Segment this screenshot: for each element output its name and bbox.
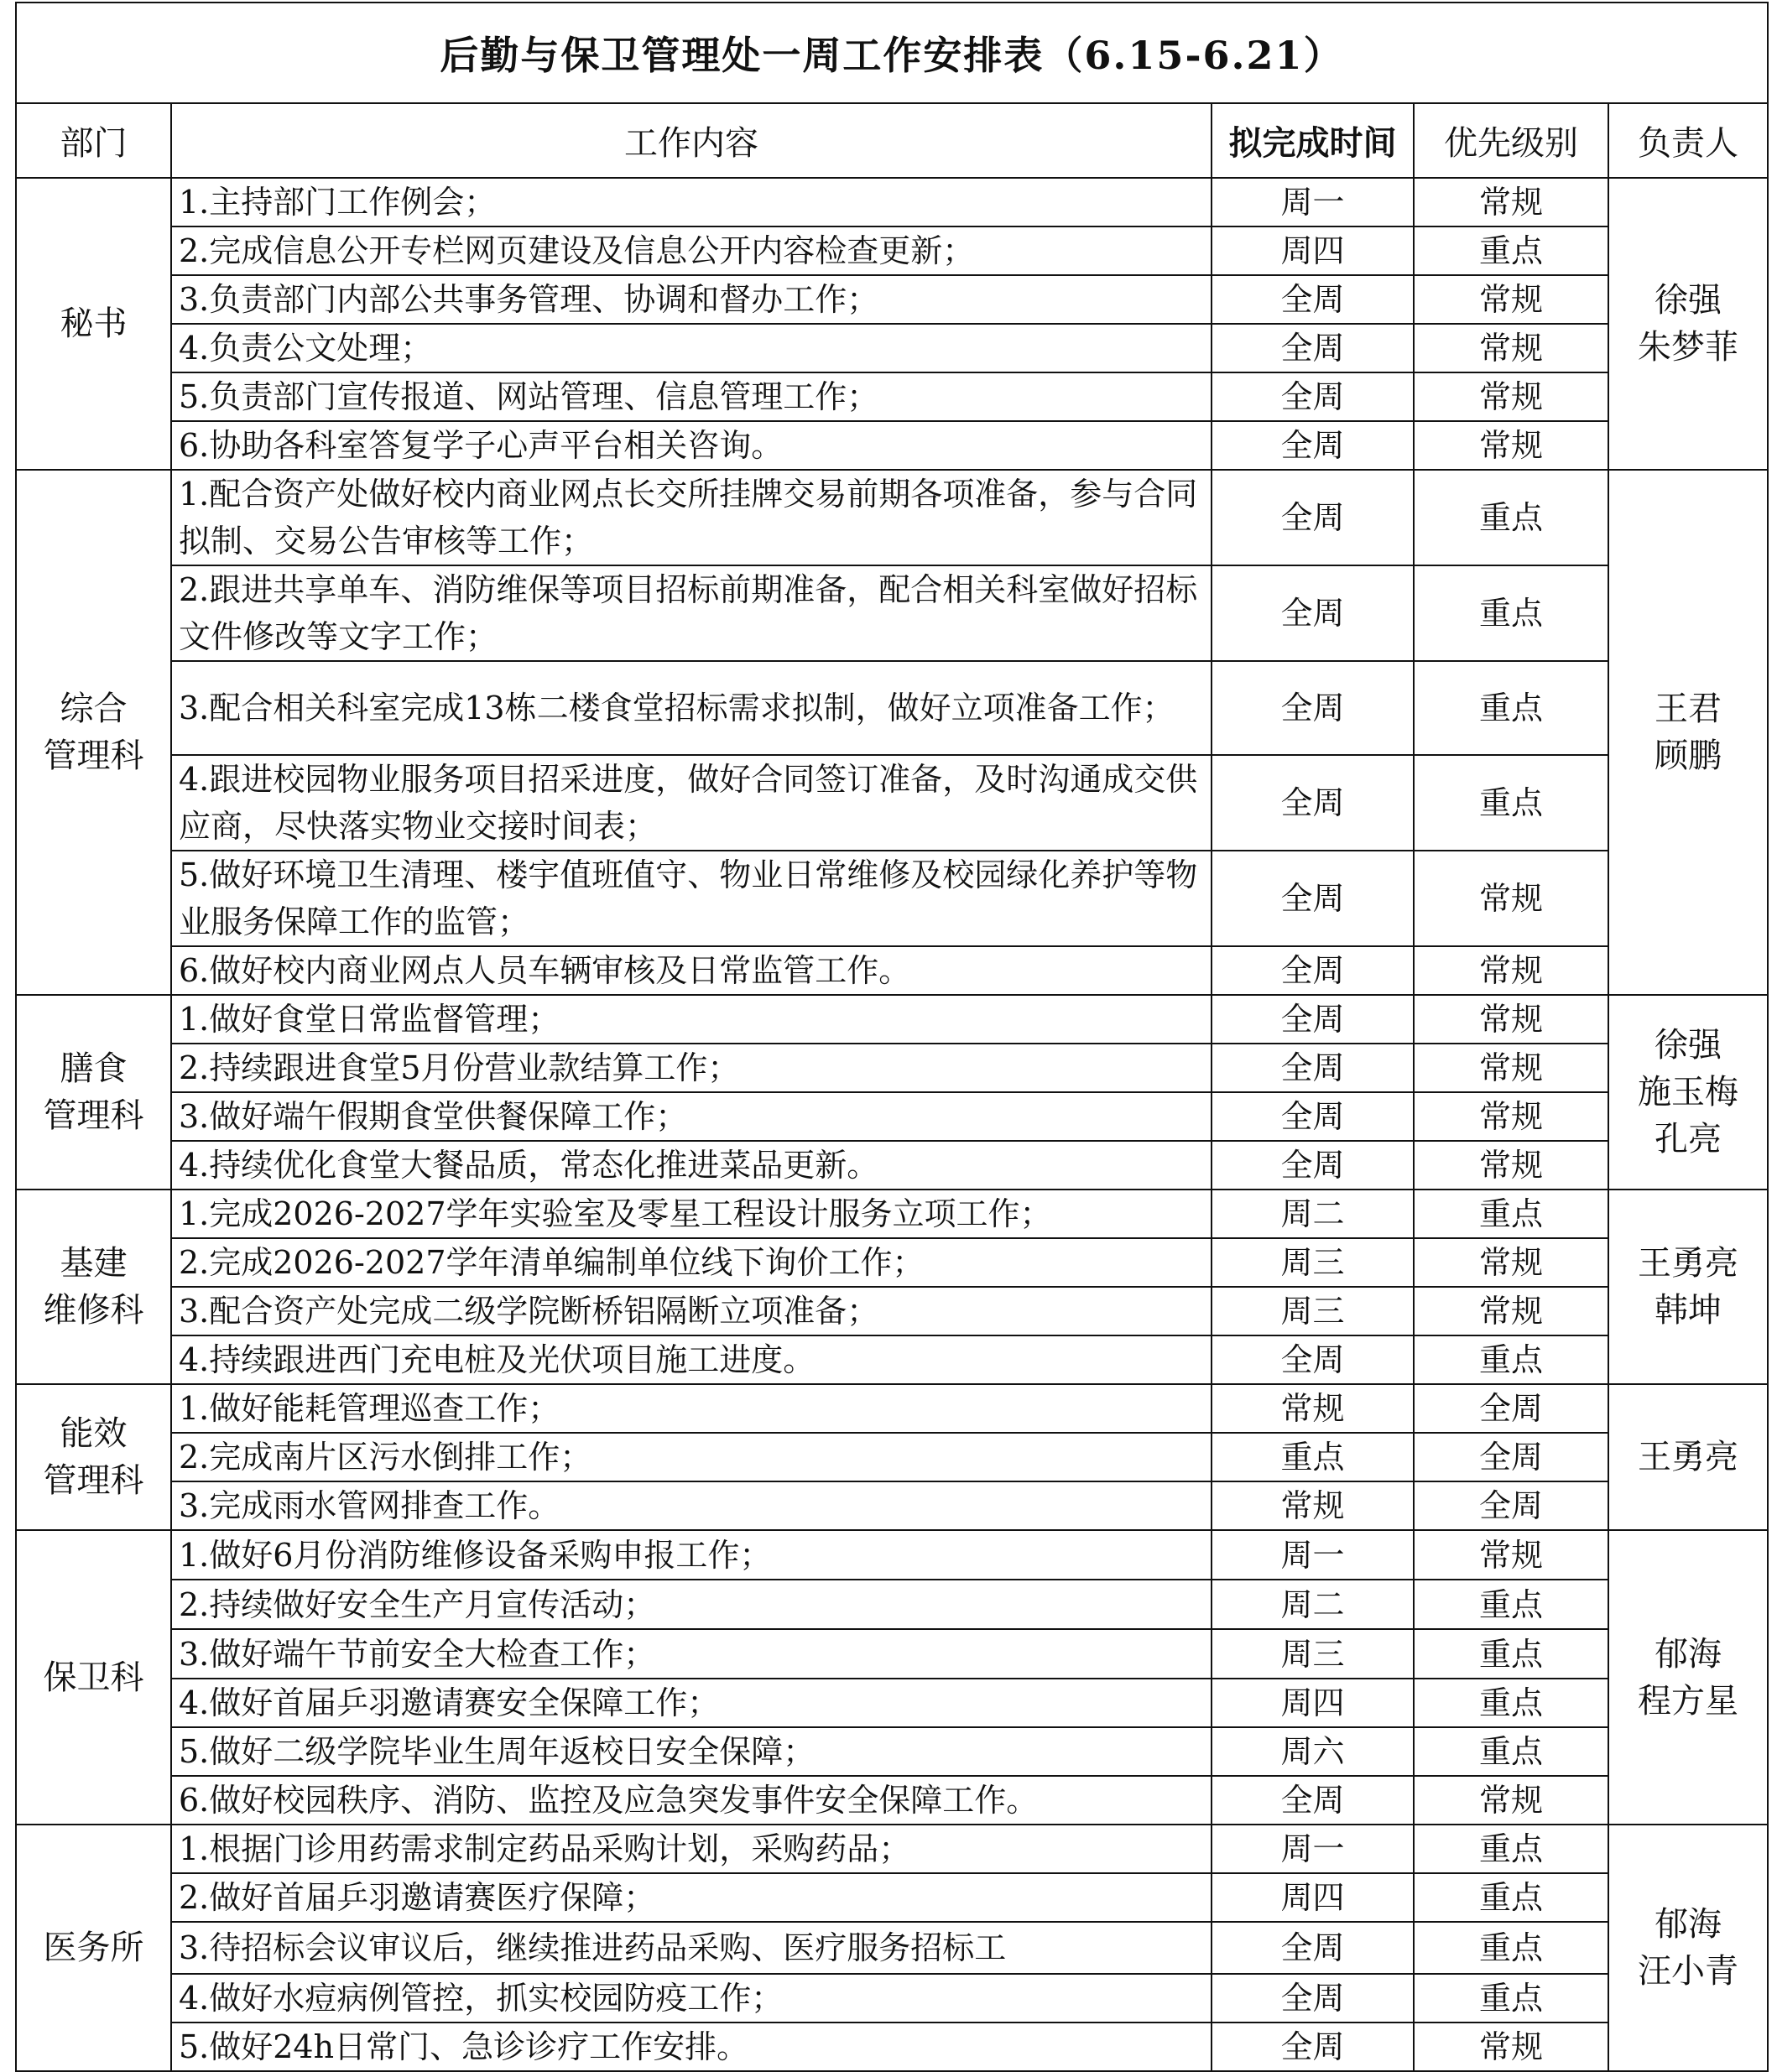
table-row (16, 565, 1768, 661)
owner-cell (1608, 1384, 1768, 1530)
task-content-cell: 1.做好能耗管理巡查工作； (171, 1384, 1212, 1433)
department-name-line: 膳食 (60, 1049, 128, 1088)
deadline-cell: 全周 (1212, 324, 1414, 372)
table-row (16, 1141, 1768, 1190)
table-row (16, 1530, 1768, 1580)
department-name-line: 医务所 (43, 1929, 144, 1967)
department-cell (16, 1530, 171, 1825)
deadline-cell: 全周 (1212, 1092, 1414, 1141)
deadline-cell: 全周 (1212, 1776, 1414, 1825)
deadline-cell: 周四 (1212, 1873, 1414, 1922)
deadline-cell: 周三 (1212, 1629, 1414, 1679)
owner-name: 韩坤 (1655, 1291, 1722, 1330)
task-content-cell: 4.跟进校园物业服务项目招采进度，做好合同签订准备，及时沟通成交供应商，尽快落实物业交接时间表； (171, 755, 1212, 851)
task-content-cell: 3.做好端午节前安全大检查工作； (171, 1629, 1212, 1679)
department-cell (16, 1825, 171, 2071)
department-name-line: 保卫科 (43, 1658, 144, 1697)
priority-cell: 常规 (1414, 178, 1608, 226)
owner-name: 王勇亮 (1638, 1438, 1738, 1476)
task-content-cell: 4.持续跟进西门充电桩及光伏项目施工进度。 (171, 1335, 1212, 1384)
task-content-cell: 1.根据门诊用药需求制定药品采购计划，采购药品； (171, 1825, 1212, 1873)
task-content-cell: 2.持续做好安全生产月宣传活动； (171, 1580, 1212, 1629)
header-row (16, 103, 1768, 178)
deadline-cell: 全周 (1212, 1922, 1414, 1974)
priority-cell: 常规 (1414, 372, 1608, 421)
deadline-cell: 周三 (1212, 1287, 1414, 1335)
priority-cell: 常规 (1414, 1238, 1608, 1287)
priority-cell: 重点 (1414, 226, 1608, 275)
priority-cell: 常规 (1414, 851, 1608, 946)
task-content-cell: 3.待招标会议审议后，继续推进药品采购、医疗服务招标工 (171, 1922, 1212, 1974)
priority-cell: 全周 (1414, 1384, 1608, 1433)
deadline-cell: 周四 (1212, 1679, 1414, 1727)
table-row (16, 372, 1768, 421)
owner-name: 徐强 (1655, 281, 1722, 320)
deadline-cell: 全周 (1212, 372, 1414, 421)
owner-cell (1608, 178, 1768, 470)
priority-cell: 重点 (1414, 1825, 1608, 1873)
owner-cell (1608, 1530, 1768, 1825)
table-row (16, 324, 1768, 372)
department-cell (16, 995, 171, 1190)
deadline-cell: 全周 (1212, 946, 1414, 995)
deadline-cell: 全周 (1212, 275, 1414, 324)
title-row (16, 3, 1768, 103)
department-name-line: 综合 (60, 690, 128, 728)
deadline-cell: 周一 (1212, 178, 1414, 226)
priority-cell: 重点 (1414, 1922, 1608, 1974)
table-row (16, 755, 1768, 851)
task-content-cell: 4.负责公文处理； (171, 324, 1212, 372)
task-content-cell: 2.完成2026-2027学年清单编制单位线下询价工作； (171, 1238, 1212, 1287)
deadline-cell: 全周 (1212, 1335, 1414, 1384)
priority-cell: 重点 (1414, 1727, 1608, 1776)
table-row (16, 1238, 1768, 1287)
deadline-cell: 全周 (1212, 470, 1414, 565)
deadline-cell: 全周 (1212, 851, 1414, 946)
priority-cell: 重点 (1414, 1335, 1608, 1384)
header-content: 工作内容 (171, 103, 1212, 178)
table-row (16, 1287, 1768, 1335)
table-row (16, 1974, 1768, 2023)
deadline-cell: 周一 (1212, 1825, 1414, 1873)
deadline-cell: 全周 (1212, 661, 1414, 755)
priority-cell: 重点 (1414, 565, 1608, 661)
header-department: 部门 (16, 103, 171, 178)
table-row (16, 946, 1768, 995)
task-content-cell: 4.持续优化食堂大餐品质，常态化推进菜品更新。 (171, 1141, 1212, 1190)
priority-cell: 重点 (1414, 1873, 1608, 1922)
deadline-cell: 周一 (1212, 1530, 1414, 1580)
task-content-cell: 5.做好24h日常门、急诊诊疗工作安排。 (171, 2023, 1212, 2071)
owner-name: 徐强 (1655, 1026, 1722, 1065)
deadline-cell: 周三 (1212, 1238, 1414, 1287)
priority-cell: 常规 (1414, 1530, 1608, 1580)
department-cell (16, 470, 171, 995)
priority-cell: 重点 (1414, 1580, 1608, 1629)
deadline-cell: 周二 (1212, 1580, 1414, 1629)
priority-cell: 常规 (1414, 1141, 1608, 1190)
table-row (16, 178, 1768, 226)
task-content-cell: 3.负责部门内部公共事务管理、协调和督办工作； (171, 275, 1212, 324)
priority-cell: 常规 (1414, 1776, 1608, 1825)
table-row (16, 1727, 1768, 1776)
table-row (16, 226, 1768, 275)
priority-cell: 重点 (1414, 1974, 1608, 2023)
table-row (16, 1433, 1768, 1481)
table-row (16, 421, 1768, 470)
department-name-line: 秘书 (60, 305, 128, 343)
deadline-cell: 周二 (1212, 1190, 1414, 1238)
deadline-cell: 全周 (1212, 755, 1414, 851)
department-cell (16, 178, 171, 470)
header-priority: 优先级别 (1414, 103, 1608, 178)
table-row (16, 470, 1768, 565)
deadline-cell: 全周 (1212, 1974, 1414, 2023)
table-row (16, 1044, 1768, 1092)
table-row (16, 1481, 1768, 1530)
deadline-cell: 常规 (1212, 1481, 1414, 1530)
task-content-cell: 4.做好首届乒羽邀请赛安全保障工作； (171, 1679, 1212, 1727)
owner-name: 朱梦菲 (1638, 328, 1738, 367)
priority-cell: 重点 (1414, 1679, 1608, 1727)
owner-cell (1608, 995, 1768, 1190)
priority-cell: 全周 (1414, 1433, 1608, 1481)
department-name-line: 基建 (60, 1244, 128, 1283)
task-content-cell: 3.配合资产处完成二级学院断桥铝隔断立项准备； (171, 1287, 1212, 1335)
weekly-schedule-table (15, 2, 1769, 2072)
task-content-cell: 1.做好6月份消防维修设备采购申报工作； (171, 1530, 1212, 1580)
task-content-cell: 2.跟进共享单车、消防维保等项目招标前期准备，配合相关科室做好招标文件修改等文字工作； (171, 565, 1212, 661)
owner-name: 汪小青 (1638, 1952, 1738, 1991)
table-row (16, 2023, 1768, 2071)
task-content-cell: 5.做好二级学院毕业生周年返校日安全保障； (171, 1727, 1212, 1776)
header-deadline: 拟完成时间 (1212, 103, 1414, 178)
table-row (16, 1679, 1768, 1727)
deadline-cell: 全周 (1212, 2023, 1414, 2071)
task-content-cell: 1.配合资产处做好校内商业网点长交所挂牌交易前期各项准备，参与合同拟制、交易公告审核等工作； (171, 470, 1212, 565)
task-content-cell: 6.做好校内商业网点人员车辆审核及日常监管工作。 (171, 946, 1212, 995)
priority-cell: 全周 (1414, 1481, 1608, 1530)
priority-cell: 重点 (1414, 1629, 1608, 1679)
table-row (16, 1335, 1768, 1384)
table-row (16, 1190, 1768, 1238)
task-content-cell: 3.做好端午假期食堂供餐保障工作； (171, 1092, 1212, 1141)
task-content-cell: 2.做好首届乒羽邀请赛医疗保障； (171, 1873, 1212, 1922)
priority-cell: 常规 (1414, 1287, 1608, 1335)
department-cell (16, 1384, 171, 1530)
owner-name: 孔亮 (1655, 1120, 1722, 1158)
table-row (16, 1873, 1768, 1922)
task-content-cell: 6.协助各科室答复学子心声平台相关咨询。 (171, 421, 1212, 470)
department-cell (16, 1190, 171, 1384)
table-row (16, 995, 1768, 1044)
task-content-cell: 2.持续跟进食堂5月份营业款结算工作； (171, 1044, 1212, 1092)
priority-cell: 常规 (1414, 946, 1608, 995)
priority-cell: 常规 (1414, 2023, 1608, 2071)
owner-cell (1608, 470, 1768, 995)
deadline-cell: 全周 (1212, 565, 1414, 661)
deadline-cell: 全周 (1212, 995, 1414, 1044)
table-row (16, 1092, 1768, 1141)
deadline-cell: 全周 (1212, 1141, 1414, 1190)
department-name-line: 管理科 (43, 1461, 144, 1500)
department-name-line: 管理科 (43, 1096, 144, 1135)
priority-cell: 常规 (1414, 1044, 1608, 1092)
department-name-line: 管理科 (43, 737, 144, 775)
header-owner: 负责人 (1608, 103, 1768, 178)
table-row (16, 1384, 1768, 1433)
table-row (16, 1922, 1768, 1974)
task-content-cell: 2.完成南片区污水倒排工作； (171, 1433, 1212, 1481)
priority-cell: 重点 (1414, 755, 1608, 851)
priority-cell: 重点 (1414, 1190, 1608, 1238)
owner-cell (1608, 1825, 1768, 2071)
deadline-cell: 周六 (1212, 1727, 1414, 1776)
owner-cell (1608, 1190, 1768, 1384)
task-content-cell: 1.主持部门工作例会； (171, 178, 1212, 226)
table-row (16, 275, 1768, 324)
task-content-cell: 2.完成信息公开专栏网页建设及信息公开内容检查更新； (171, 226, 1212, 275)
owner-name: 施玉梅 (1638, 1073, 1738, 1111)
owner-name: 王君 (1655, 690, 1722, 728)
owner-name: 顾鹏 (1655, 737, 1722, 775)
task-content-cell: 5.负责部门宣传报道、网站管理、信息管理工作； (171, 372, 1212, 421)
priority-cell: 常规 (1414, 324, 1608, 372)
priority-cell: 常规 (1414, 1092, 1608, 1141)
task-content-cell: 3.配合相关科室完成13栋二楼食堂招标需求拟制，做好立项准备工作； (171, 661, 1212, 755)
priority-cell: 常规 (1414, 275, 1608, 324)
table-row (16, 851, 1768, 946)
task-content-cell: 5.做好环境卫生清理、楼宇值班值守、物业日常维修及校园绿化养护等物业服务保障工作的监管； (171, 851, 1212, 946)
table-row (16, 661, 1768, 755)
table-title: 后勤与保卫管理处一周工作安排表（6.15-6.21） (16, 3, 1768, 103)
task-content-cell: 6.做好校园秩序、消防、监控及应急突发事件安全保障工作。 (171, 1776, 1212, 1825)
table-row (16, 1776, 1768, 1825)
priority-cell: 重点 (1414, 470, 1608, 565)
deadline-cell: 常规 (1212, 1384, 1414, 1433)
task-content-cell: 4.做好水痘病例管控，抓实校园防疫工作； (171, 1974, 1212, 2023)
owner-name: 郁海 (1655, 1634, 1722, 1674)
table-row (16, 1629, 1768, 1679)
table-body (16, 178, 1768, 2071)
deadline-cell: 周四 (1212, 226, 1414, 275)
task-content-cell: 1.完成2026-2027学年实验室及零星工程设计服务立项工作； (171, 1190, 1212, 1238)
task-content-cell: 1.做好食堂日常监督管理； (171, 995, 1212, 1044)
priority-cell: 重点 (1414, 661, 1608, 755)
owner-name: 郁海 (1655, 1905, 1722, 1944)
task-content-cell: 3.完成雨水管网排查工作。 (171, 1481, 1212, 1530)
deadline-cell: 全周 (1212, 421, 1414, 470)
department-name-line: 能效 (60, 1414, 128, 1453)
priority-cell: 常规 (1414, 421, 1608, 470)
owner-name: 程方星 (1638, 1681, 1738, 1721)
owner-name: 王勇亮 (1638, 1244, 1738, 1283)
department-name-line: 维修科 (43, 1291, 144, 1330)
priority-cell: 常规 (1414, 995, 1608, 1044)
table-row (16, 1580, 1768, 1629)
table-row (16, 1825, 1768, 1873)
deadline-cell: 重点 (1212, 1433, 1414, 1481)
deadline-cell: 全周 (1212, 1044, 1414, 1092)
